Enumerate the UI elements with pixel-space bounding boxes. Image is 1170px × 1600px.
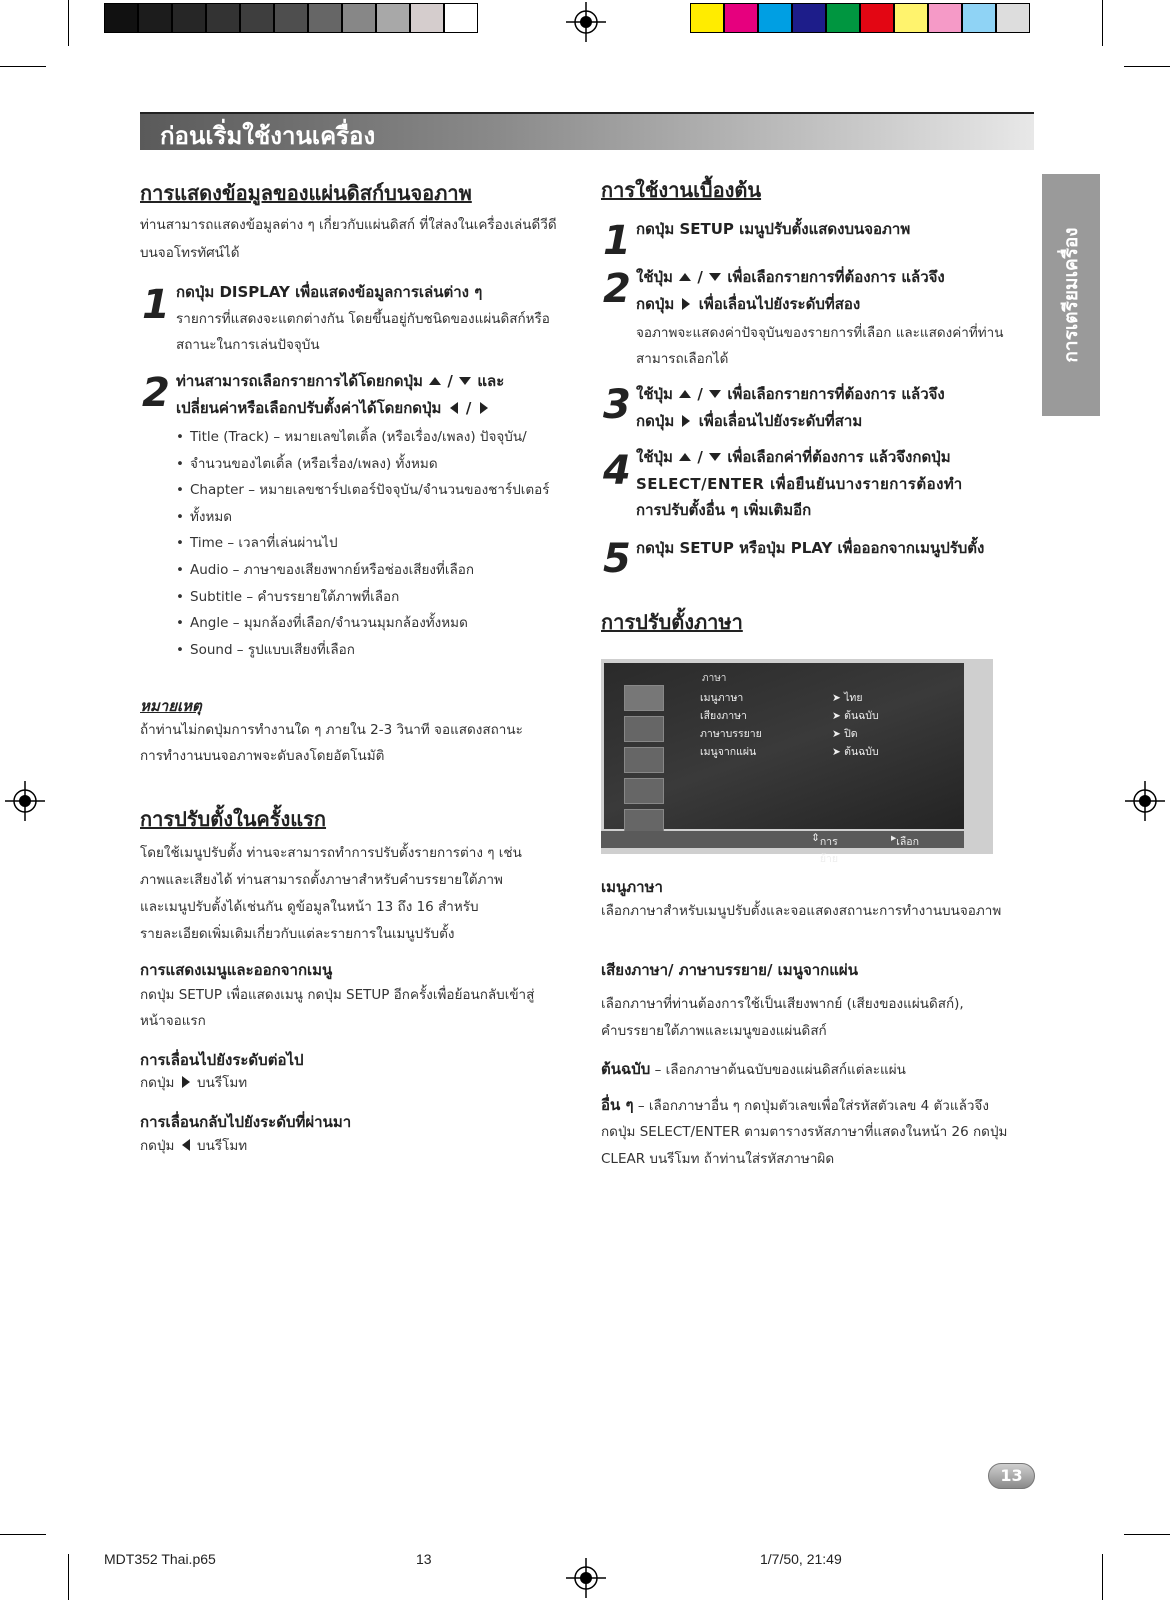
right-arrow-icon [179,1075,193,1089]
gray-swatch [206,3,240,33]
text: ใช้ปุ่ม [636,448,673,466]
text: เพื่อเลื่อนไปยังระดับที่สอง [698,295,861,313]
menu-panel [604,663,964,829]
step-title [636,291,860,318]
right-arrow-icon [679,414,693,428]
step-title: SELECT/ENTER เพื่อยืนยันบางรายการต้องทำ [636,475,963,493]
list-item: • Subtitle – คำบรรยายใต้ภาพที่เลือก [176,584,586,611]
list-item: • Time – เวลาที่เล่นผ่านไป [176,530,586,557]
subheading: การเลื่อนไปยังระดับต่อไป [140,1051,304,1069]
intro-line: บนจอโทรทัศน์ได้ [140,245,240,261]
page-banner [140,112,1034,150]
subheading: การเลื่อนกลับไปยังระดับที่ผ่านมา [140,1113,352,1131]
registration-mark-icon [1125,781,1165,821]
step-description: จอภาพจะแสดงค่าปัจจุบันของรายการที่เลือก และแสดงค่าที่ท่าน [636,325,1004,341]
lock-icon [624,778,664,804]
left-arrow-icon [447,401,461,415]
paragraph-line: รายละเอียดเพิ่มเติมเกี่ยวกับแต่ละรายการในเมนูปรับตั้ง [140,926,455,942]
note-text: การทำงานบนจอภาพจะดับลงโดยอัตโนมัติ [140,748,385,764]
paragraph-line: ภาพและเสียงได้ ท่านสามารถตั้งภาษาสำหรับคำบรรยายใต้ภาพ [140,872,503,888]
text: เพื่อเลือกค่าที่ต้องการ แล้วจึงกดปุ่ม [727,448,951,466]
step-description: สถานะในการเล่นปัจจุบัน [176,337,320,353]
menu-row-label: ภาษาบรรยาย [700,728,762,740]
color-swatch [962,3,996,33]
step-title: การปรับตั้งอื่น ๆ เพิ่มเติมอีก [636,501,812,519]
setup-menu-screenshot [601,659,993,865]
side-tab-label: การเตรียมเครื่อง [1060,227,1082,363]
paragraph-line: เลือกภาษาที่ท่านต้องการใช้เป็นเสียงพากย์ (เสียงของแผ่นดิสก์), [601,996,964,1012]
registration-mark-icon [566,1558,606,1598]
down-arrow-icon [458,374,472,388]
gray-swatch [376,3,410,33]
gray-swatch [104,3,138,33]
left-arrow-icon [179,1138,193,1152]
display-icon [624,716,664,742]
term-text: – เลือกภาษาต้นฉบับของแผ่นดิสก์แต่ละแผ่น [654,1062,906,1078]
paragraph-line [140,1133,247,1160]
color-swatch [792,3,826,33]
step-title-text: และ [477,372,505,390]
color-swatch [928,3,962,33]
paragraph-line [601,1056,906,1084]
page-number-badge [988,1463,1035,1489]
step-title: ใช้ปุ่ม / เพื่อเลือกรายการที่ต้องการ แล้วจึง [636,268,945,286]
menu-row-value: ➤ ต้นฉบับ [832,710,879,722]
text: เพื่อเลือกรายการที่ต้องการ แล้วจึง [727,385,945,403]
crop-mark [1102,0,1103,46]
color-swatch [826,3,860,33]
step-title-text: ท่านสามารถเลือกรายการได้โดยกดปุ่ม [176,372,423,390]
gray-swatch [342,3,376,33]
menu-row-label: เมนูจากแผ่น [700,746,757,758]
menu-row-label: เมนูภาษา [700,692,744,704]
page-number: 13 [1000,1466,1023,1485]
text: เพื่อเลื่อนไปยังระดับที่สาม [698,412,863,430]
paragraph-line: กดปุ่ม SELECT/ENTER ตามตารางรหัสภาษาที่แสดงในหน้า 26 กดปุ่ม [601,1124,1008,1140]
section-heading-language: การปรับตั้งภาษา [601,610,743,634]
down-arrow-icon [708,270,722,284]
paragraph-line: เลือกภาษาสำหรับเมนูปรับตั้งและจอแสดงสถานะการทำงานบนจอภาพ [601,903,1002,919]
note-text: ถ้าท่านไม่กดปุ่มการทำงานใด ๆ ภายใน 2-3 วินาที จอแสดงสถานะ [140,722,523,738]
footer-date: 1/7/50, 21:49 [760,1551,842,1567]
paragraph-line [601,1092,989,1120]
text: ใช้ปุ่ม [636,268,673,286]
page-title: ก่อนเริ่มใช้งานเครื่อง [160,122,376,150]
gray-swatch [274,3,308,33]
paragraph-line: และเมนูปรับตั้งได้เช่นกัน ดูข้อมูลในหน้า 13 ถึง 16 สำหรับ [140,899,479,915]
move-hint: ⇕ การย้าย [811,832,839,865]
color-swatch [690,3,724,33]
step-title-text: เปลี่ยนค่าหรือเลือกปรับตั้งค่าได้โดยกดปุ่ม [176,399,442,417]
down-arrow-icon [708,387,722,401]
section-heading-disc-info: การแสดงข้อมูลของแผ่นดิสก์บนจอภาพ [140,181,472,205]
subheading: เสียงภาษา/ ภาษาบรรยาย/ เมนูจากแผ่น [601,961,858,979]
menu-icon-column [624,685,670,840]
list-item: • จำนวนของไตเติ้ล (หรือเรื่อง/เพลง) ทั้งหมด [176,451,586,478]
term-label: อื่น ๆ [601,1096,634,1114]
menu-row-value: ➤ ปิด [832,728,858,740]
paragraph-line: CLEAR บนรีโมท ถ้าท่านใส่รหัสภาษาผิด [601,1151,835,1167]
step-number: 4 [603,448,631,494]
footer-page: 13 [416,1551,432,1567]
crop-mark [1124,66,1170,67]
gray-swatch [240,3,274,33]
intro-line: ท่านสามารถแสดงข้อมูลต่าง ๆ เกี่ยวกับแผ่นดิสก์ ที่ใส่ลงในเครื่องเล่นดีวีดี [140,217,557,233]
step-number: 5 [603,536,631,582]
menu-row-value: ➤ ไทย [832,692,863,704]
step-title: ท่านสามารถเลือกรายการได้โดยกดปุ่ม / และ [176,372,505,390]
up-arrow-icon [678,387,692,401]
paragraph-line: คำบรรยายใต้ภาพและเมนูของแผ่นดิสก์ [601,1023,827,1039]
list-item: • Audio – ภาษาของเสียงพากย์หรือช่องเสียงที่เลือก [176,557,586,584]
value-text: ต้นฉบับ [844,746,879,758]
list-item: • Sound – รูปแบบเสียงที่เลือก [176,637,586,664]
language-icon [624,685,664,711]
section-heading-initial-setup: การปรับตั้งในครั้งแรก [140,807,327,831]
color-swatch [894,3,928,33]
list-item: • Angle – มุมกล้องที่เลือก/จำนวนมุมกล้องทั้งหมด [176,610,586,637]
text: กดปุ่ม [140,1138,175,1154]
menu-row-label: เสียงภาษา [700,710,747,722]
step-number: 3 [603,382,631,428]
audio-icon [624,747,664,773]
subheading: การแสดงเมนูและออกจากเมนู [140,961,333,979]
step-title: ใช้ปุ่ม / เพื่อเลือกรายการที่ต้องการ แล้วจึง [636,385,945,403]
info-items-list [176,424,586,663]
step-title: กดปุ่ม SETUP หรือปุ่ม PLAY เพื่อออกจากเมนูปรับตั้ง [636,539,985,557]
gray-swatch [444,3,478,33]
gray-swatch [172,3,206,33]
select-hint: ▸ เลือก [891,832,919,848]
list-item: • Chapter – หมายเลขชาร์ปเตอร์ปัจจุบัน/จำนวนของชาร์ปเตอร์ [176,477,586,504]
step-description: สามารถเลือกได้ [636,351,729,367]
text: บนรีโมท [197,1075,248,1091]
step-title: กดปุ่ม DISPLAY เพื่อแสดงข้อมูลการเล่นต่าง ๆ [176,283,483,301]
text: กดปุ่ม [636,412,675,430]
color-swatch [758,3,792,33]
list-item: • ทั้งหมด [176,504,586,531]
up-arrow-icon [678,450,692,464]
crop-mark [0,66,46,67]
hint-text: การย้าย [819,836,839,865]
text: กดปุ่ม [140,1075,175,1091]
value-text: ไทย [844,692,863,704]
down-arrow-icon [708,450,722,464]
crop-mark [68,0,69,46]
step-description: รายการที่แสดงจะแตกต่างกัน โดยขึ้นอยู่กับชนิดของแผ่นดิสก์หรือ [176,311,550,327]
text: เพื่อเลือกรายการที่ต้องการ แล้วจึง [727,268,945,286]
paragraph-line: หน้าจอแรก [140,1013,206,1029]
registration-mark-icon [5,781,45,821]
term-label: ต้นฉบับ [601,1060,651,1078]
subheading: เมนูภาษา [601,878,663,896]
menu-row-value: ➤ ต้นฉบับ [832,746,879,758]
crop-mark [0,1534,46,1535]
gray-swatch [308,3,342,33]
registration-mark-icon [566,2,606,42]
menu-hint-bar [601,831,964,865]
step-number: 2 [603,266,631,312]
step-number: 1 [603,218,631,264]
step-number: 1 [142,282,170,328]
menu-title: ภาษา [702,673,727,684]
crop-mark [68,1554,69,1600]
value-text: ปิด [844,728,858,740]
color-swatch [860,3,894,33]
text: บนรีโมท [197,1138,248,1154]
hint-text: เลือก [896,836,919,848]
paragraph-line: กดปุ่ม SETUP เพื่อแสดงเมนู กดปุ่ม SETUP อีกครั้งเพื่อย้อนกลับเข้าสู่ [140,987,535,1003]
text: ใช้ปุ่ม [636,385,673,403]
paragraph-line [140,1070,247,1097]
term-text: – เลือกภาษาอื่น ๆ กดปุ่มตัวเลขเพื่อใส่รหัสตัวเลข 4 ตัวแล้วจึง [637,1098,989,1114]
value-text: ต้นฉบับ [844,710,879,722]
text: กดปุ่ม [636,295,675,313]
note-title: หมายเหตุ [140,697,202,715]
step-title: ใช้ปุ่ม / เพื่อเลือกค่าที่ต้องการ แล้วจึงกดปุ่ม [636,448,951,466]
up-arrow-icon [678,270,692,284]
crop-mark [1102,1554,1103,1600]
list-item: • Title (Track) – หมายเลขไตเติ้ล (หรือเรื่อง/เพลง) ปัจจุบัน/ [176,424,586,451]
color-swatch [724,3,758,33]
color-swatch [996,3,1030,33]
gray-swatch [410,3,444,33]
crop-mark [1124,1534,1170,1535]
step-title: เปลี่ยนค่าหรือเลือกปรับตั้งค่าได้โดยกดปุ่ม / [176,395,491,422]
up-arrow-icon [428,374,442,388]
gray-swatch [138,3,172,33]
footer-file-name: MDT352 Thai.p65 [104,1551,216,1567]
section-heading-basic-use: การใช้งานเบื้องต้น [601,178,762,202]
right-arrow-icon [477,401,491,415]
paragraph-line: โดยใช้เมนูปรับตั้ง ท่านจะสามารถทำการปรับตั้งรายการต่าง ๆ เช่น [140,845,522,861]
step-number: 2 [142,370,170,416]
step-title: กดปุ่ม SETUP เมนูปรับตั้งแสดงบนจอภาพ [636,220,911,238]
step-title [636,408,862,435]
right-arrow-icon [679,297,693,311]
side-section-tab [1042,174,1100,416]
